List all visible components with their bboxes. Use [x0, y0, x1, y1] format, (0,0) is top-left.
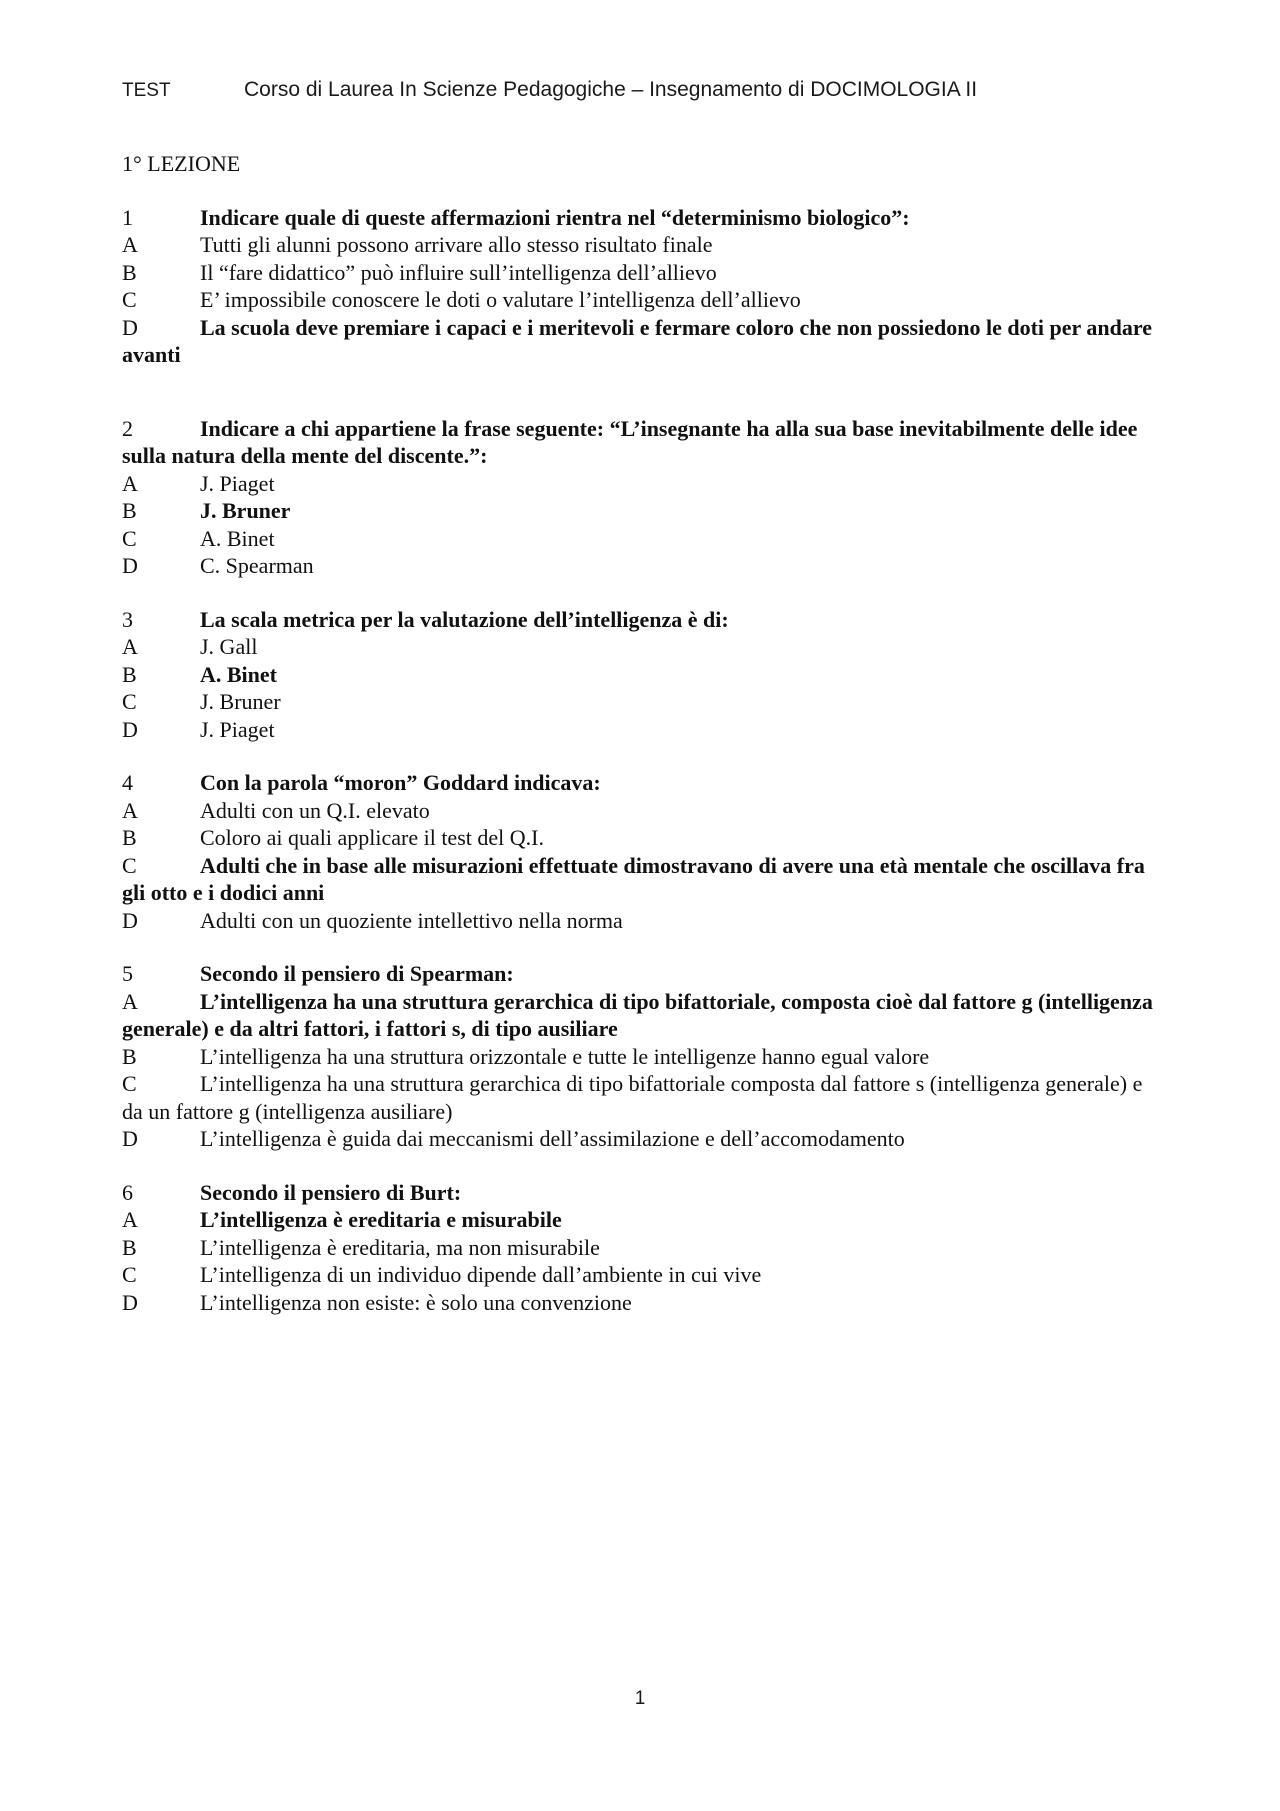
option-text: L’intelligenza non esiste: è solo una convenzione — [200, 1289, 632, 1315]
question-number: 1 — [122, 204, 133, 230]
question-number: 2 — [122, 415, 133, 441]
option-line — [122, 1125, 1162, 1153]
option-letter: C — [122, 287, 137, 312]
option-text-correct: La scuola deve premiare i capaci e i meritevoli e fermare coloro che non possiedono le doti per andare avanti — [122, 314, 1152, 367]
option-text-correct: J. Bruner — [200, 498, 291, 523]
option-letter: C — [122, 852, 137, 878]
option-letter: D — [122, 553, 138, 578]
question-2 — [122, 415, 1162, 580]
question-line — [122, 1179, 1162, 1207]
option-letter: B — [122, 1043, 137, 1069]
option-text: Il “fare didattico” può influire sull’intelligenza dell’allievo — [200, 259, 717, 285]
question-number: 3 — [122, 606, 133, 632]
option-line — [122, 633, 1162, 661]
lesson-title: 1° LEZIONE — [122, 151, 241, 176]
option-letter: A — [122, 470, 138, 496]
option-line — [122, 286, 1162, 314]
option-letter: B — [122, 498, 137, 523]
question-text: Secondo il pensiero di Spearman: — [200, 961, 514, 986]
option-text: Adulti con un quoziente intellettivo nella norma — [200, 907, 623, 933]
option-line — [122, 525, 1162, 553]
question-line — [122, 960, 1162, 988]
option-letter: C — [122, 689, 137, 714]
option-letter: C — [122, 1262, 137, 1287]
option-line-correct — [122, 1206, 1162, 1234]
option-letter: B — [122, 259, 137, 285]
option-text: C. Spearman — [200, 553, 314, 578]
option-line — [122, 1234, 1162, 1262]
option-line — [122, 907, 1162, 935]
option-text: L’intelligenza è ereditaria, ma non misurabile — [200, 1234, 600, 1260]
option-text: J. Piaget — [200, 716, 275, 742]
option-letter: A — [122, 988, 138, 1014]
option-text-correct: A. Binet — [200, 661, 277, 687]
option-text: L’intelligenza ha una struttura gerarchica di tipo bifattoriale composta dal fattore s (intelligenza generale) e da un fattore g (intelligenza ausiliare) — [122, 1071, 1143, 1124]
option-text-correct: L’intelligenza è ereditaria e misurabile — [200, 1207, 562, 1232]
question-number: 6 — [122, 1179, 133, 1205]
question-text: Indicare quale di queste affermazioni rientra nel “determinismo biologico”: — [200, 204, 910, 230]
option-letter: C — [122, 1071, 137, 1096]
question-number: 4 — [122, 770, 133, 795]
option-letter: A — [122, 1207, 138, 1232]
option-text: Tutti gli alunni possono arrivare allo stesso risultato finale — [200, 232, 713, 257]
header-course: Corso di Laurea In Scienze Pedagogiche – Insegnamento di DOCIMOLOGIA II — [244, 78, 978, 101]
option-text: L’intelligenza di un individuo dipende dall’ambiente in cui vive — [200, 1262, 762, 1287]
option-line — [122, 1261, 1162, 1289]
question-number: 5 — [122, 961, 133, 986]
option-letter: D — [122, 1126, 138, 1151]
option-line — [122, 1289, 1162, 1317]
option-line — [122, 470, 1162, 498]
option-text: L’intelligenza è guida dai meccanismi dell’assimilazione e dell’accomodamento — [200, 1126, 905, 1151]
option-text: J. Gall — [200, 634, 258, 659]
question-4 — [122, 769, 1162, 934]
option-line — [122, 1043, 1162, 1071]
option-letter: A — [122, 232, 138, 257]
option-line-correct — [122, 314, 1162, 369]
page-header — [122, 78, 977, 102]
option-letter: A — [122, 634, 138, 659]
option-text: A. Binet — [200, 525, 275, 551]
option-letter: A — [122, 797, 138, 823]
question-5 — [122, 960, 1162, 1153]
question-text: Secondo il pensiero di Burt: — [200, 1179, 462, 1205]
header-tag: TEST — [122, 80, 171, 101]
option-letter: D — [122, 314, 138, 340]
question-1 — [122, 204, 1162, 369]
option-line-correct — [122, 852, 1162, 907]
option-line — [122, 552, 1162, 580]
option-letter: D — [122, 1289, 138, 1315]
option-text: E’ impossibile conoscere le doti o valutare l’intelligenza dell’allievo — [200, 287, 801, 312]
option-letter: D — [122, 716, 138, 742]
option-line — [122, 797, 1162, 825]
option-line-correct — [122, 661, 1162, 689]
option-text-correct: L’intelligenza ha una struttura gerarchica di tipo bifattoriale, composta cioè dal fattore g (intelligenza generale) e da altri fattori, i fattori s, di tipo ausiliare — [122, 988, 1153, 1041]
option-line-correct — [122, 497, 1162, 525]
option-letter: B — [122, 661, 137, 687]
option-letter: B — [122, 825, 137, 850]
question-text: La scala metrica per la valutazione dell’intelligenza è di: — [200, 606, 729, 632]
option-line — [122, 824, 1162, 852]
question-line — [122, 204, 1162, 232]
option-line — [122, 716, 1162, 744]
option-line — [122, 259, 1162, 287]
question-3 — [122, 606, 1162, 744]
option-line-correct — [122, 988, 1162, 1043]
question-6 — [122, 1179, 1162, 1317]
page-number: 1 — [634, 1688, 646, 1709]
option-letter: C — [122, 525, 137, 551]
option-letter: D — [122, 907, 138, 933]
option-letter: B — [122, 1234, 137, 1260]
option-text: Coloro ai quali applicare il test del Q.I. — [200, 825, 544, 850]
question-line — [122, 415, 1162, 470]
option-line — [122, 688, 1162, 716]
option-text: J. Bruner — [200, 689, 281, 714]
question-line — [122, 769, 1162, 797]
option-text: J. Piaget — [200, 470, 275, 496]
option-line — [122, 1070, 1162, 1125]
question-text: Indicare a chi appartiene la frase seguente: “L’insegnante ha alla sua base inevitabilmente delle idee sulla natura della mente del discente.”: — [122, 415, 1138, 468]
question-text: Con la parola “moron” Goddard indicava: — [200, 770, 601, 795]
option-line — [122, 231, 1162, 259]
option-text-correct: Adulti che in base alle misurazioni effettuate dimostravano di avere una età mentale che oscillava fra gli otto e i dodici anni — [122, 852, 1145, 905]
question-line — [122, 606, 1162, 634]
option-text: Adulti con un Q.I. elevato — [200, 797, 430, 823]
option-text: L’intelligenza ha una struttura orizzontale e tutte le intelligenze hanno egual valore — [200, 1043, 930, 1069]
document-body — [122, 150, 1162, 1342]
